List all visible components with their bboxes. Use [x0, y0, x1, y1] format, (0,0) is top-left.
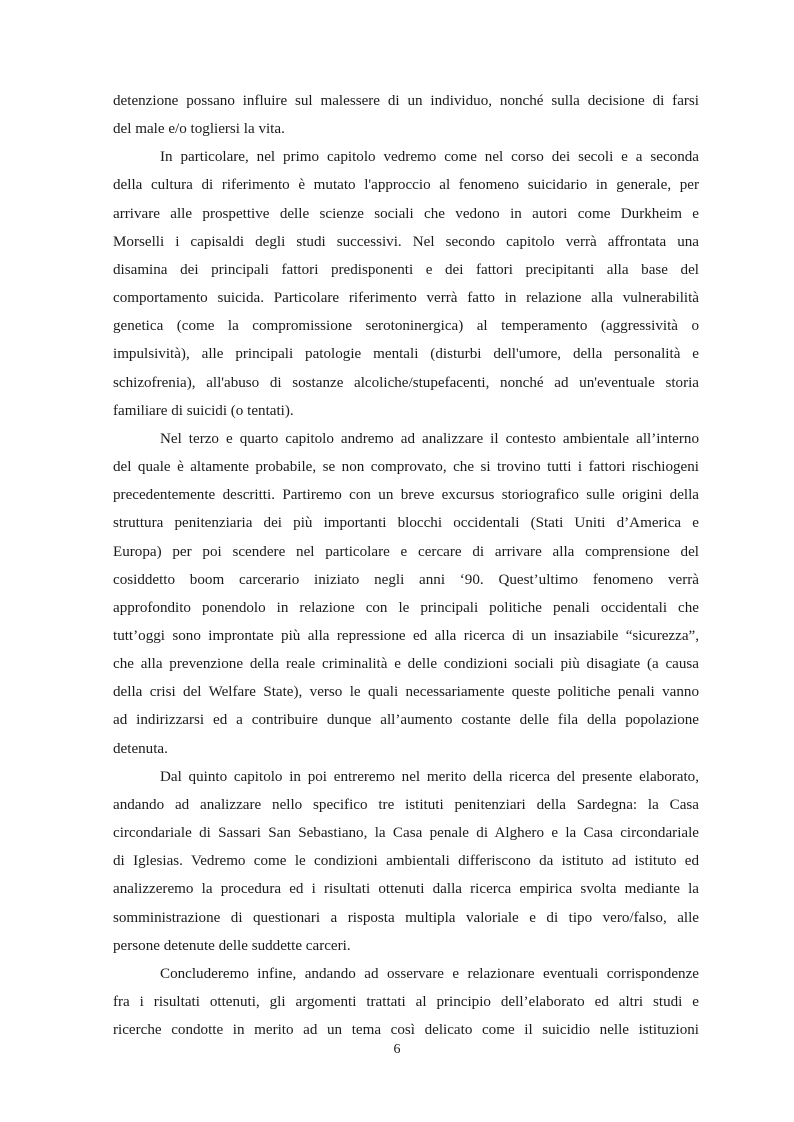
- text-line: approfondito ponendolo in relazione con le principali politiche penali occidentali che: [113, 599, 699, 616]
- text-line: impulsività), alle principali patologie mentali (disturbi dell'umore, della personalità e: [113, 346, 699, 363]
- page-body: [113, 87, 699, 1044]
- text-line: persone detenute delle suddette carceri.: [113, 937, 351, 954]
- paragraph: [113, 425, 699, 763]
- text-line: familiare di suicidi (o tentati).: [113, 402, 294, 419]
- text-line: del male e/o togliersi la vita.: [113, 121, 285, 138]
- text-line: Europa) per poi scendere nel particolare e cercare di arrivare alla comprensione del: [113, 543, 699, 560]
- text-line: analizzeremo la procedura ed i risultati ottenuti dalla ricerca empirica svolta mediante la: [113, 881, 699, 898]
- text-line: cosiddetto boom carcerario iniziato negli anni ‘90. Quest’ultimo fenomeno verrà: [113, 571, 699, 588]
- text-line: precedentemente descritti. Partiremo con un breve excursus storiografico sulle origini della: [113, 487, 699, 504]
- text-line: tutt’oggi sono improntate più alla repressione ed alla ricerca di un insaziabile “sicurezza”,: [113, 627, 699, 644]
- text-line: fra i risultati ottenuti, gli argomenti trattati al principio dell’elaborato ed altri studi e: [113, 994, 699, 1010]
- text-line: ricerche condotte in merito ad un tema così delicato come il suicidio nelle istituzioni: [113, 1022, 699, 1039]
- text-line: detenzione possano influire sul malessere di un individuo, nonché sulla decisione di farsi: [113, 93, 699, 109]
- text-line: circondariale di Sassari San Sebastiano, la Casa penale di Alghero e la Casa circondariale: [113, 825, 699, 842]
- text-line: Nel terzo e quarto capitolo andremo ad analizzare il contesto ambientale all’interno: [160, 430, 699, 447]
- text-line: della cultura di riferimento è mutato l'approccio al fenomeno suicidario in generale, per: [113, 177, 699, 194]
- text-line: In particolare, nel primo capitolo vedremo come nel corso dei secoli e a seconda: [160, 149, 699, 166]
- text-line: somministrazione di questionari a risposta multipla valoriale e di tipo vero/falso, alle: [113, 909, 699, 926]
- text-line: del quale è altamente probabile, se non comprovato, che si trovino tutti i fattori rischiogeni: [113, 459, 699, 476]
- paragraph: [113, 143, 699, 425]
- text-line: struttura penitenziaria dei più importanti blocchi occidentali (Stati Uniti d’America e: [113, 515, 699, 532]
- text-line: Concluderemo infine, andando ad osservare e relazionare eventuali corrispondenze: [160, 965, 699, 982]
- text-line: arrivare alle prospettive delle scienze sociali che vedono in autori come Durkheim e: [113, 205, 699, 222]
- text-line: ad indirizzarsi ed a contribuire dunque all’aumento costante delle fila della popolazione: [113, 712, 699, 729]
- text-line: Morselli i capisaldi degli studi successivi. Nel secondo capitolo verrà affrontata una: [113, 233, 699, 250]
- text-line: comportamento suicida. Particolare riferimento verrà fatto in relazione alla vulnerabilità: [113, 290, 699, 307]
- text-line: disamina dei principali fattori predisponenti e dei fattori precipitanti alla base del: [113, 261, 699, 278]
- page-number: 6: [393, 1042, 401, 1057]
- text-line: che alla prevenzione della reale criminalità e delle condizioni sociali più disagiate (a causa: [113, 656, 699, 673]
- text-line: della crisi del Welfare State), verso le quali necessariamente queste politiche penali vanno: [113, 684, 699, 701]
- text-line: andando ad analizzare nello specifico tre istituti penitenziari della Sardegna: la Casa: [113, 796, 699, 813]
- paragraph: [113, 960, 699, 1044]
- paragraph: [113, 87, 699, 143]
- text-line: genetica (come la compromissione serotoninergica) al temperamento (aggressività o: [113, 318, 699, 335]
- text-line: schizofrenia), all'abuso di sostanze alcoliche/stupefacenti, nonché ad un'eventuale storia: [113, 374, 699, 391]
- text-line: detenuta.: [113, 740, 168, 757]
- text-line: Dal quinto capitolo in poi entreremo nel merito della ricerca del presente elaborato,: [160, 768, 699, 785]
- text-line: di Iglesias. Vedremo come le condizioni ambientali differiscono da istituto ad istituto ed: [113, 853, 699, 870]
- paragraph: [113, 763, 699, 960]
